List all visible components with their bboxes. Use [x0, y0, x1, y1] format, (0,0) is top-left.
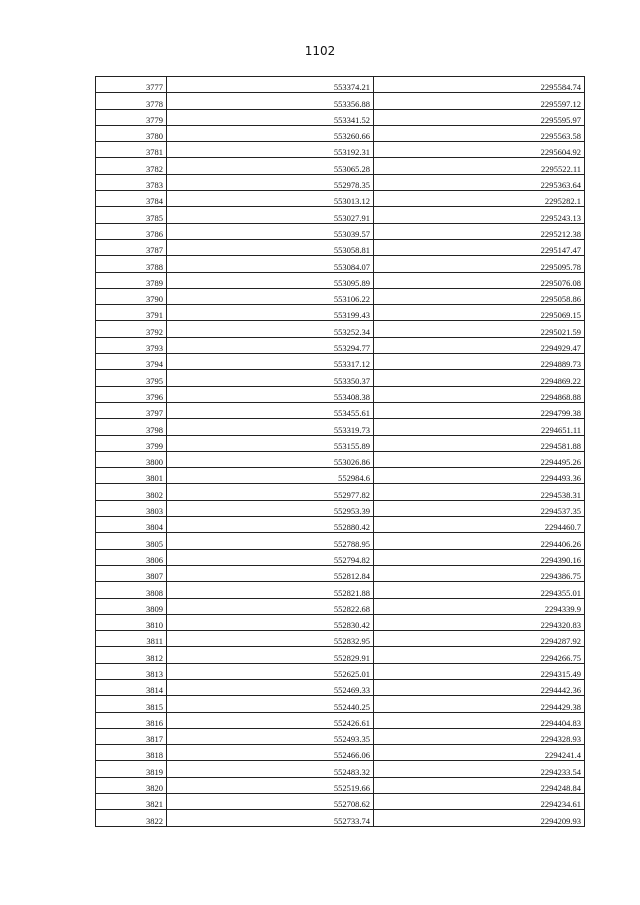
- table-row: [96, 109, 585, 125]
- table-row: [96, 794, 585, 810]
- y-coordinate-cell: 2295212.38: [374, 223, 585, 239]
- x-coordinate-cell: 552812.84: [167, 565, 374, 581]
- point-id-cell: 3791: [96, 305, 167, 321]
- point-id-cell: 3806: [96, 549, 167, 565]
- x-coordinate-cell: 553095.89: [167, 272, 374, 288]
- table-row: [96, 77, 585, 93]
- y-coordinate-cell: 2295076.08: [374, 272, 585, 288]
- table-row: [96, 549, 585, 565]
- y-coordinate-cell: 2294266.75: [374, 647, 585, 663]
- table-row: [96, 696, 585, 712]
- y-coordinate-cell: 2295595.97: [374, 109, 585, 125]
- x-coordinate-cell: 553155.89: [167, 435, 374, 451]
- y-coordinate-cell: 2294868.88: [374, 386, 585, 402]
- point-id-cell: 3782: [96, 158, 167, 174]
- x-coordinate-cell: 553252.34: [167, 321, 374, 337]
- point-id-cell: 3813: [96, 663, 167, 679]
- y-coordinate-cell: 2294460.7: [374, 517, 585, 533]
- y-coordinate-cell: 2295095.78: [374, 256, 585, 272]
- table-row: [96, 223, 585, 239]
- page-number: 1102: [304, 44, 336, 58]
- x-coordinate-cell: 553260.66: [167, 125, 374, 141]
- table-row: [96, 288, 585, 304]
- point-id-cell: 3802: [96, 484, 167, 500]
- y-coordinate-cell: 2295363.64: [374, 174, 585, 190]
- table-row: [96, 777, 585, 793]
- table-row: [96, 810, 585, 826]
- x-coordinate-cell: 553317.12: [167, 354, 374, 370]
- table-row: [96, 402, 585, 418]
- y-coordinate-cell: 2294328.93: [374, 728, 585, 744]
- table-row: [96, 468, 585, 484]
- x-coordinate-cell: 552880.42: [167, 517, 374, 533]
- x-coordinate-cell: 552466.06: [167, 745, 374, 761]
- y-coordinate-cell: 2294234.61: [374, 794, 585, 810]
- table-row: [96, 712, 585, 728]
- table-row: [96, 256, 585, 272]
- x-coordinate-cell: 553058.81: [167, 239, 374, 255]
- x-coordinate-cell: 552426.61: [167, 712, 374, 728]
- y-coordinate-cell: 2294889.73: [374, 354, 585, 370]
- coordinates-table-body: [96, 77, 585, 827]
- point-id-cell: 3796: [96, 386, 167, 402]
- y-coordinate-cell: 2294581.88: [374, 435, 585, 451]
- point-id-cell: 3777: [96, 77, 167, 93]
- x-coordinate-cell: 553013.12: [167, 191, 374, 207]
- y-coordinate-cell: 2294233.54: [374, 761, 585, 777]
- table-row: [96, 354, 585, 370]
- point-id-cell: 3812: [96, 647, 167, 663]
- y-coordinate-cell: 2295563.58: [374, 125, 585, 141]
- table-row: [96, 647, 585, 663]
- x-coordinate-cell: 552830.42: [167, 614, 374, 630]
- y-coordinate-cell: 2295021.59: [374, 321, 585, 337]
- x-coordinate-cell: 553106.22: [167, 288, 374, 304]
- y-coordinate-cell: 2294929.47: [374, 337, 585, 353]
- table-row: [96, 663, 585, 679]
- point-id-cell: 3795: [96, 370, 167, 386]
- point-id-cell: 3808: [96, 582, 167, 598]
- table-row: [96, 191, 585, 207]
- table-row: [96, 272, 585, 288]
- y-coordinate-cell: 2295522.11: [374, 158, 585, 174]
- x-coordinate-cell: 553026.86: [167, 451, 374, 467]
- y-coordinate-cell: 2294287.92: [374, 631, 585, 647]
- point-id-cell: 3779: [96, 109, 167, 125]
- x-coordinate-cell: 553455.61: [167, 402, 374, 418]
- x-coordinate-cell: 553319.73: [167, 419, 374, 435]
- point-id-cell: 3821: [96, 794, 167, 810]
- point-id-cell: 3800: [96, 451, 167, 467]
- y-coordinate-cell: 2294355.01: [374, 582, 585, 598]
- table-row: [96, 321, 585, 337]
- y-coordinate-cell: 2294651.11: [374, 419, 585, 435]
- table-row: [96, 565, 585, 581]
- x-coordinate-cell: 552832.95: [167, 631, 374, 647]
- table-row: [96, 517, 585, 533]
- table-row: [96, 207, 585, 223]
- point-id-cell: 3809: [96, 598, 167, 614]
- y-coordinate-cell: 2295604.92: [374, 142, 585, 158]
- point-id-cell: 3783: [96, 174, 167, 190]
- point-id-cell: 3778: [96, 93, 167, 109]
- x-coordinate-cell: 552733.74: [167, 810, 374, 826]
- x-coordinate-cell: 553065.28: [167, 158, 374, 174]
- table-row: [96, 174, 585, 190]
- point-id-cell: 3822: [96, 810, 167, 826]
- table-row: [96, 451, 585, 467]
- table-row: [96, 745, 585, 761]
- point-id-cell: 3790: [96, 288, 167, 304]
- point-id-cell: 3803: [96, 500, 167, 516]
- point-id-cell: 3780: [96, 125, 167, 141]
- point-id-cell: 3785: [96, 207, 167, 223]
- x-coordinate-cell: 553356.88: [167, 93, 374, 109]
- x-coordinate-cell: 552440.25: [167, 696, 374, 712]
- point-id-cell: 3811: [96, 631, 167, 647]
- y-coordinate-cell: 2295058.86: [374, 288, 585, 304]
- x-coordinate-cell: 552829.91: [167, 647, 374, 663]
- y-coordinate-cell: 2294442.36: [374, 679, 585, 695]
- x-coordinate-cell: 552821.88: [167, 582, 374, 598]
- x-coordinate-cell: 553199.43: [167, 305, 374, 321]
- y-coordinate-cell: 2294209.93: [374, 810, 585, 826]
- table-row: [96, 435, 585, 451]
- x-coordinate-cell: 552794.82: [167, 549, 374, 565]
- y-coordinate-cell: 2294339.9: [374, 598, 585, 614]
- y-coordinate-cell: 2294493.36: [374, 468, 585, 484]
- point-id-cell: 3804: [96, 517, 167, 533]
- x-coordinate-cell: 553084.07: [167, 256, 374, 272]
- table-row: [96, 598, 585, 614]
- point-id-cell: 3817: [96, 728, 167, 744]
- x-coordinate-cell: 553341.52: [167, 109, 374, 125]
- point-id-cell: 3781: [96, 142, 167, 158]
- y-coordinate-cell: 2294406.26: [374, 533, 585, 549]
- x-coordinate-cell: 552519.66: [167, 777, 374, 793]
- point-id-cell: 3789: [96, 272, 167, 288]
- y-coordinate-cell: 2294248.84: [374, 777, 585, 793]
- x-coordinate-cell: 552984.6: [167, 468, 374, 484]
- point-id-cell: 3816: [96, 712, 167, 728]
- table-row: [96, 386, 585, 402]
- y-coordinate-cell: 2294429.38: [374, 696, 585, 712]
- point-id-cell: 3786: [96, 223, 167, 239]
- y-coordinate-cell: 2294315.49: [374, 663, 585, 679]
- y-coordinate-cell: 2294404.83: [374, 712, 585, 728]
- table-row: [96, 614, 585, 630]
- x-coordinate-cell: 552978.35: [167, 174, 374, 190]
- point-id-cell: 3798: [96, 419, 167, 435]
- point-id-cell: 3801: [96, 468, 167, 484]
- y-coordinate-cell: 2294869.22: [374, 370, 585, 386]
- y-coordinate-cell: 2294241.4: [374, 745, 585, 761]
- y-coordinate-cell: 2295243.13: [374, 207, 585, 223]
- y-coordinate-cell: 2295282.1: [374, 191, 585, 207]
- x-coordinate-cell: 553027.91: [167, 207, 374, 223]
- table-row: [96, 631, 585, 647]
- table-row: [96, 419, 585, 435]
- table-row: [96, 93, 585, 109]
- point-id-cell: 3799: [96, 435, 167, 451]
- y-coordinate-cell: 2295069.15: [374, 305, 585, 321]
- x-coordinate-cell: 552977.82: [167, 484, 374, 500]
- y-coordinate-cell: 2295584.74: [374, 77, 585, 93]
- table-row: [96, 484, 585, 500]
- table-row: [96, 305, 585, 321]
- y-coordinate-cell: 2295147.47: [374, 239, 585, 255]
- x-coordinate-cell: 552493.35: [167, 728, 374, 744]
- point-id-cell: 3815: [96, 696, 167, 712]
- point-id-cell: 3787: [96, 239, 167, 255]
- table-row: [96, 500, 585, 516]
- x-coordinate-cell: 552625.01: [167, 663, 374, 679]
- table-row: [96, 125, 585, 141]
- table-row: [96, 533, 585, 549]
- table-row: [96, 370, 585, 386]
- point-id-cell: 3788: [96, 256, 167, 272]
- y-coordinate-cell: 2294320.83: [374, 614, 585, 630]
- y-coordinate-cell: 2294538.31: [374, 484, 585, 500]
- y-coordinate-cell: 2294537.35: [374, 500, 585, 516]
- point-id-cell: 3818: [96, 745, 167, 761]
- table-row: [96, 158, 585, 174]
- x-coordinate-cell: 553192.31: [167, 142, 374, 158]
- point-id-cell: 3820: [96, 777, 167, 793]
- y-coordinate-cell: 2294386.75: [374, 565, 585, 581]
- point-id-cell: 3805: [96, 533, 167, 549]
- point-id-cell: 3797: [96, 402, 167, 418]
- x-coordinate-cell: 553408.38: [167, 386, 374, 402]
- y-coordinate-cell: 2294390.16: [374, 549, 585, 565]
- x-coordinate-cell: 553350.37: [167, 370, 374, 386]
- table-row: [96, 679, 585, 695]
- coordinates-table: [95, 76, 585, 827]
- point-id-cell: 3784: [96, 191, 167, 207]
- x-coordinate-cell: 552953.39: [167, 500, 374, 516]
- point-id-cell: 3794: [96, 354, 167, 370]
- point-id-cell: 3807: [96, 565, 167, 581]
- y-coordinate-cell: 2294495.26: [374, 451, 585, 467]
- table-row: [96, 582, 585, 598]
- x-coordinate-cell: 552483.32: [167, 761, 374, 777]
- point-id-cell: 3792: [96, 321, 167, 337]
- x-coordinate-cell: 552822.68: [167, 598, 374, 614]
- x-coordinate-cell: 553039.57: [167, 223, 374, 239]
- table-row: [96, 761, 585, 777]
- table-row: [96, 142, 585, 158]
- table-row: [96, 337, 585, 353]
- point-id-cell: 3814: [96, 679, 167, 695]
- x-coordinate-cell: 552469.33: [167, 679, 374, 695]
- x-coordinate-cell: 553294.77: [167, 337, 374, 353]
- point-id-cell: 3819: [96, 761, 167, 777]
- x-coordinate-cell: 552788.95: [167, 533, 374, 549]
- y-coordinate-cell: 2294799.38: [374, 402, 585, 418]
- point-id-cell: 3793: [96, 337, 167, 353]
- table-row: [96, 239, 585, 255]
- x-coordinate-cell: 553374.21: [167, 77, 374, 93]
- table-row: [96, 728, 585, 744]
- y-coordinate-cell: 2295597.12: [374, 93, 585, 109]
- point-id-cell: 3810: [96, 614, 167, 630]
- x-coordinate-cell: 552708.62: [167, 794, 374, 810]
